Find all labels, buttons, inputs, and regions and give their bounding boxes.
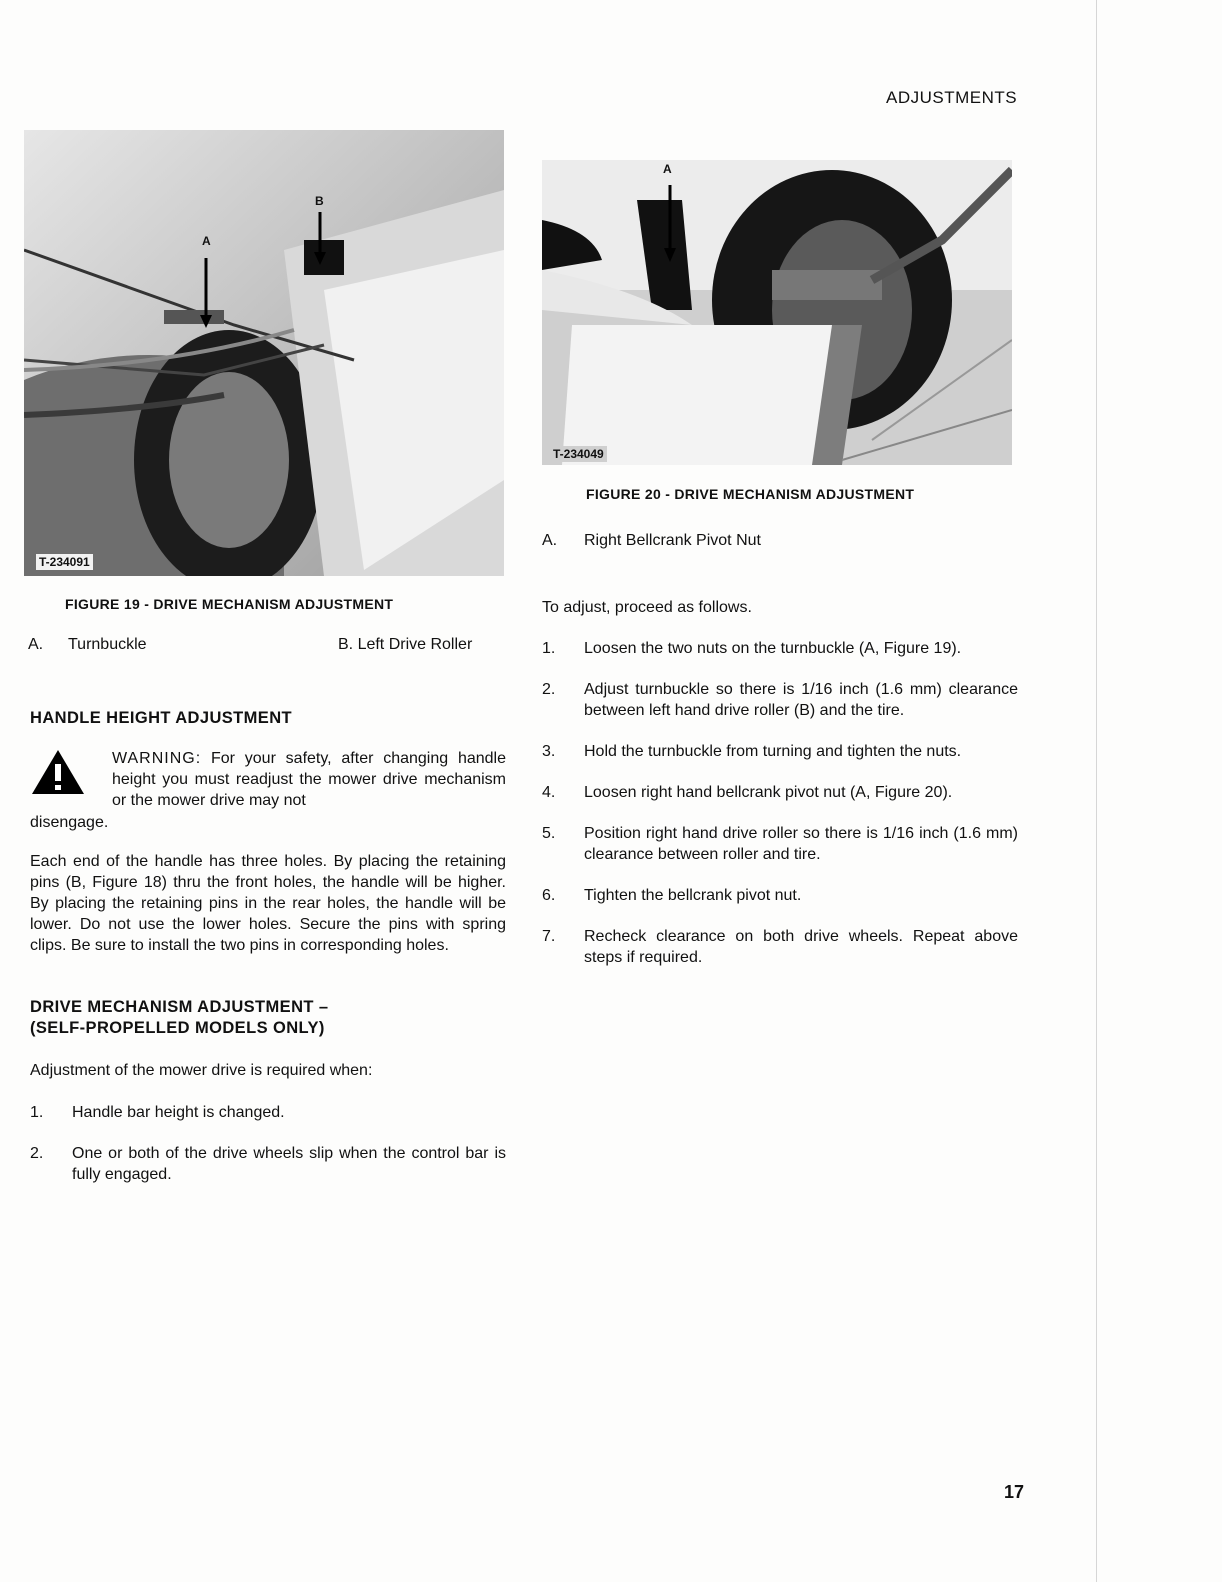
warning-triangle-icon [30, 748, 86, 798]
list-item-text: One or both of the drive wheels slip when the control bar is fully engaged. [72, 1145, 506, 1183]
list-item-number: 7. [542, 928, 556, 945]
warning-tail: disengage. [30, 814, 109, 831]
procedure-steps [542, 638, 1018, 968]
list-item [542, 638, 1018, 659]
list-item-text: Position right hand drive roller so there is 1/16 inch (1.6 mm) clearance between roller and tire. [584, 825, 1018, 863]
figure-19-code: T-234091 [36, 554, 93, 570]
list-item-number: 1. [542, 640, 556, 657]
figure-19-legend-b: B. Left Drive Roller [338, 636, 473, 653]
figure-19-legend-a-text: Turnbuckle [68, 636, 147, 653]
list-item [542, 741, 1018, 762]
figure-19-caption: FIGURE 19 - DRIVE MECHANISM ADJUSTMENT [65, 596, 394, 612]
drive-mechanism-intro: Adjustment of the mower drive is required when: [30, 1062, 373, 1079]
figure-20-caption: FIGURE 20 - DRIVE MECHANISM ADJUSTMENT [586, 486, 915, 502]
list-item-text: Loosen right hand bellcrank pivot nut (A, Figure 20). [584, 784, 953, 801]
mower-drive-illustration [24, 130, 504, 576]
figure-19-callout-b: B [315, 194, 324, 208]
list-item [542, 782, 1018, 803]
list-item [542, 679, 1018, 721]
list-item-text: Recheck clearance on both drive wheels. Repeat above steps if required. [584, 928, 1018, 966]
list-item [30, 1102, 506, 1123]
list-item-number: 3. [542, 743, 556, 760]
list-item-number: 5. [542, 825, 556, 842]
handle-height-paragraph: Each end of the handle has three holes. By placing the retaining pins (B, Figure 18) thru the front holes, the handle will be higher. By placing the retaining pins in the rear holes, the handle will be lower. Do not use the lower holes. Secure the pins with spring clips. Be sure to install the two pins in corresponding holes. [30, 853, 506, 954]
list-item-number: 4. [542, 784, 556, 801]
figure-20-code: T-234049 [550, 446, 607, 462]
list-item-number: 1. [30, 1104, 44, 1121]
warning-label: WARNING: [112, 750, 202, 767]
warning-text: For your safety, after changing handle height you must readjust the mower drive mechanism or the mower drive may not [112, 750, 506, 809]
drive-mechanism-heading-line1: DRIVE MECHANISM ADJUSTMENT – [30, 998, 329, 1016]
bellcrank-illustration [542, 160, 1012, 465]
conditions-list [30, 1102, 506, 1185]
handle-height-heading: HANDLE HEIGHT ADJUSTMENT [30, 709, 292, 727]
list-item-text: Tighten the bellcrank pivot nut. [584, 887, 802, 904]
list-item-text: Loosen the two nuts on the turnbuckle (A, Figure 19). [584, 640, 962, 657]
list-item-text: Adjust turnbuckle so there is 1/16 inch (1.6 mm) clearance between left hand drive roller (B) and the tire. [584, 681, 1018, 719]
binding-edge [1096, 0, 1097, 1582]
list-item-number: 6. [542, 887, 556, 904]
list-item-text: Hold the turnbuckle from turning and tighten the nuts. [584, 743, 962, 760]
figure-20-legend-a-text: Right Bellcrank Pivot Nut [584, 532, 761, 549]
list-item-number: 2. [30, 1145, 44, 1162]
page-number: 17 [1004, 1482, 1025, 1502]
figure-19-callout-a: A [202, 234, 211, 248]
figure-20-legend-a-letter: A. [542, 532, 558, 549]
list-item [542, 926, 1018, 968]
list-item [542, 885, 1018, 906]
list-item-number: 2. [542, 681, 556, 698]
figure-19-photo [24, 130, 504, 576]
figure-20-callout-a: A [663, 162, 672, 176]
procedure-intro: To adjust, proceed as follows. [542, 599, 752, 616]
list-item-text: Handle bar height is changed. [72, 1104, 285, 1121]
list-item [30, 1143, 506, 1185]
list-item [542, 823, 1018, 865]
figure-19-legend-a-letter: A. [28, 636, 44, 653]
section-header: ADJUSTMENTS [886, 88, 1018, 107]
drive-mechanism-heading-line2: (SELF-PROPELLED MODELS ONLY) [30, 1019, 325, 1037]
figure-20-photo [542, 160, 1012, 465]
warning-block [112, 748, 506, 811]
